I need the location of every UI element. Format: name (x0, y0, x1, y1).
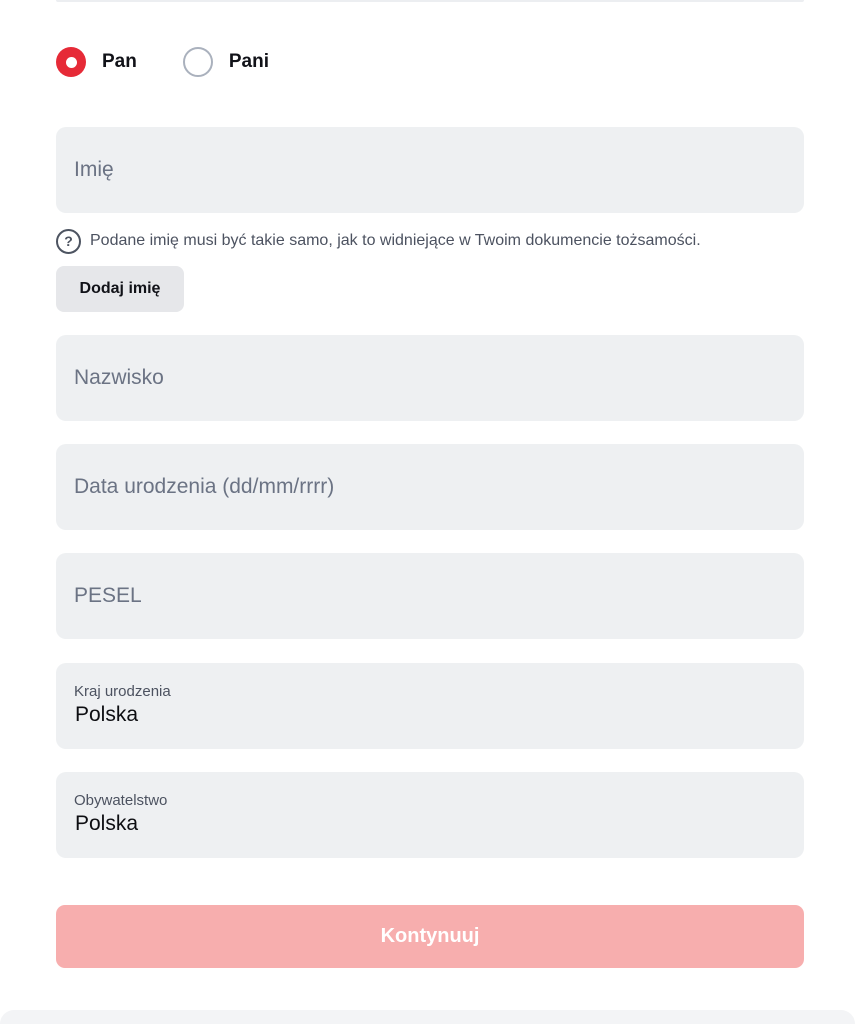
citizenship-value: Polska (75, 812, 139, 835)
birth-country-value: Polska (75, 703, 139, 726)
radio-label-pani: Pani (228, 51, 269, 72)
birth-date-placeholder: Data urodzenia (dd/mm/rrrr) (74, 475, 335, 498)
radio-button-pan-checked[interactable] (56, 47, 86, 77)
last-name-placeholder: Nazwisko (74, 366, 164, 389)
form-card-top-edge (56, 0, 804, 2)
radio-button-pani-unchecked[interactable] (183, 47, 213, 77)
radio-option-pani[interactable] (183, 47, 269, 77)
radio-option-pan[interactable] (56, 47, 137, 77)
birth-country-select[interactable] (56, 663, 804, 749)
pesel-placeholder: PESEL (74, 584, 142, 607)
birth-country-label: Kraj urodzenia (74, 683, 171, 700)
pesel-field[interactable] (56, 553, 804, 639)
add-name-button[interactable]: Dodaj imię (56, 266, 184, 312)
hint-text: Podane imię musi być takie samo, jak to widniejące w Twoim dokumencie tożsamości. (90, 232, 701, 249)
last-name-field[interactable] (56, 335, 804, 421)
question-circle-icon[interactable]: ? (56, 229, 81, 254)
radio-dot (66, 57, 77, 68)
continue-button[interactable]: Kontynuuj (56, 905, 804, 968)
citizenship-label: Obywatelstwo (74, 792, 168, 809)
first-name-field[interactable] (56, 127, 804, 213)
birth-date-field[interactable] (56, 444, 804, 530)
first-name-hint (56, 228, 701, 254)
radio-label-pan: Pan (102, 51, 137, 72)
first-name-placeholder: Imię (74, 158, 114, 181)
citizenship-select[interactable] (56, 772, 804, 858)
gender-radio-group (56, 47, 269, 77)
bottom-edge (0, 1010, 855, 1024)
